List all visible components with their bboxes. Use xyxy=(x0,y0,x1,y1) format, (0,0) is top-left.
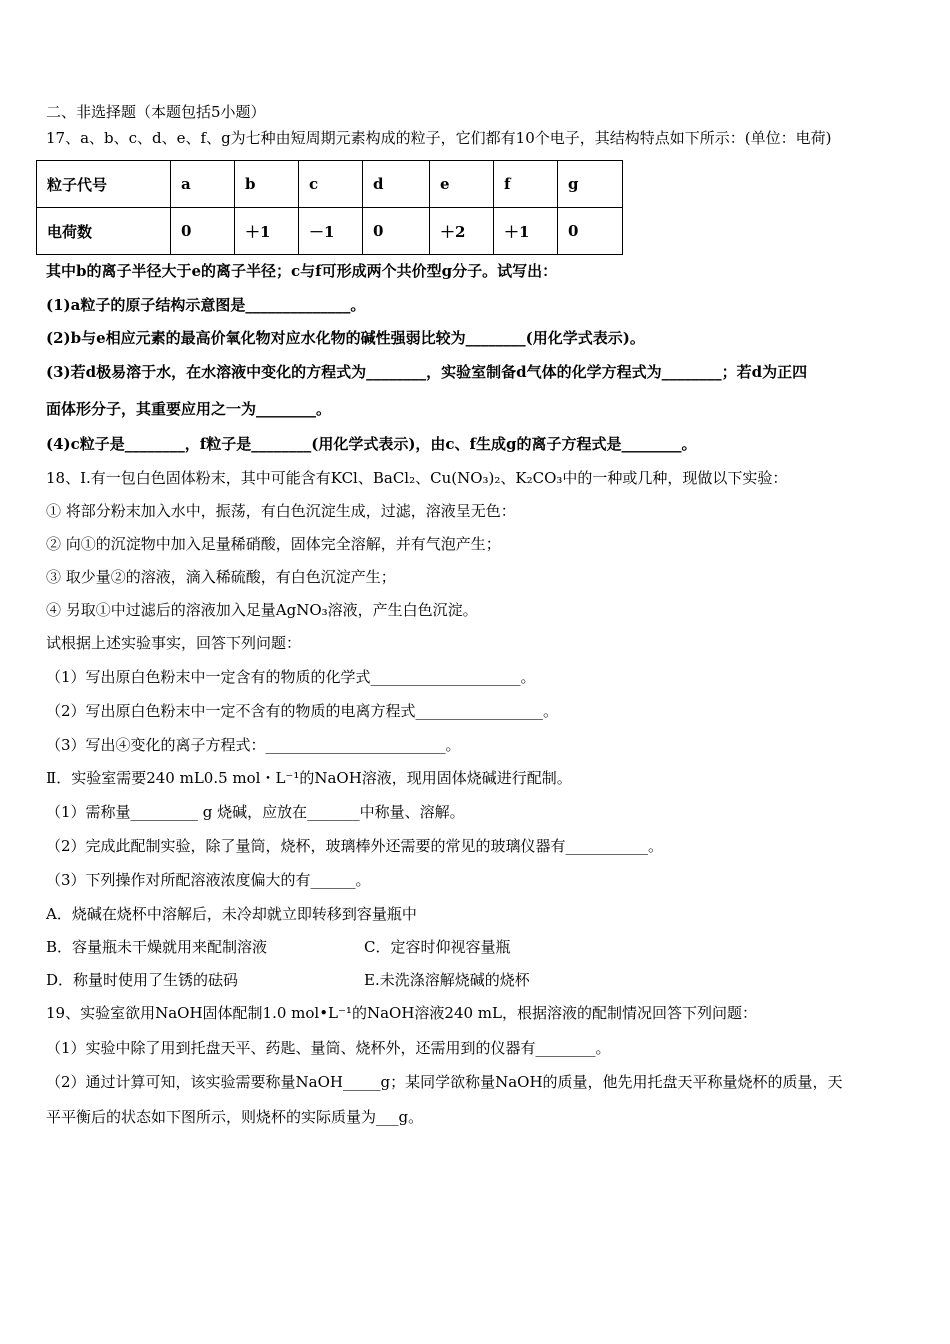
table-cell: e xyxy=(430,161,494,208)
q18-part2-q1: （1）需称量_________ g 烧碱，应放在_______中称量、溶解。 xyxy=(46,803,465,821)
q18-stem: 18、Ⅰ.有一包白色固体粉末，其中可能含有KCl、BaCl₂、Cu(NO₃)₂、K₂CO₃中的一种或几种，现做以下实验： xyxy=(46,469,788,487)
q17-part3-line2: 面体形分子，其重要应用之一为________。 xyxy=(46,400,332,418)
table-cell: c xyxy=(299,161,363,208)
q19-part1: （1）实验中除了用到托盘天平、药匙、量筒、烧杯外，还需用到的仪器有________。 xyxy=(46,1039,611,1057)
table-cell: ＋2 xyxy=(430,208,494,255)
table-cell: 0 xyxy=(171,208,235,255)
table-cell: ＋1 xyxy=(235,208,299,255)
q18-part2-q2: （2）完成此配制实验，除了量筒，烧杯，玻璃棒外还需要的常见的玻璃仪器有___________。 xyxy=(46,837,664,855)
table-cell: 电荷数 xyxy=(37,208,171,255)
q18-option-a: A．烧碱在烧杯中溶解后，未冷却就立即转移到容量瓶中 xyxy=(46,905,417,923)
q17-part4: (4)c粒子是________，f粒子是________(用化学式表示)，由c、f生成g的离子方程式是________。 xyxy=(46,435,697,453)
q18-option-c: C．定容时仰视容量瓶 xyxy=(364,938,511,956)
table-cell: 粒子代号 xyxy=(37,161,171,208)
q18-part2-stem: Ⅱ．实验室需要240 mL0.5 mol・L⁻¹的NaOH溶液，现用固体烧碱进行配制。 xyxy=(46,769,572,787)
q18-ans2: （2）写出原白色粉末中一定不含有的物质的电离方程式_________________。 xyxy=(46,702,559,720)
q18-exp1: ① 将部分粉末加入水中，振荡，有白色沉淀生成，过滤，溶液呈无色： xyxy=(46,502,516,520)
table-cell: 0 xyxy=(363,208,430,255)
q18-intro: 试根据上述实验事实，回答下列问题： xyxy=(46,634,302,652)
q19-part2-line2: 平平衡后的状态如下图所示，则烧杯的实际质量为___g。 xyxy=(46,1108,424,1126)
q18-ans3: （3）写出④变化的离子方程式：________________________。 xyxy=(46,736,461,754)
section-title: 二、非选择题（本题包括5小题） xyxy=(46,103,266,121)
q18-exp4: ④ 另取①中过滤后的溶液加入足量AgNO₃溶液，产生白色沉淀。 xyxy=(46,601,478,619)
q17-stem: 17、a、b、c、d、e、f、g为七种由短周期元素构成的粒子，它们都有10个电子，其结构特点如下所示：(单位：电荷) xyxy=(46,129,832,147)
q19-part2-line1: （2）通过计算可知，该实验需要称量NaOH_____g；某同学欲称量NaOH的质量，他先用托盘天平称量烧杯的质量，天 xyxy=(46,1073,843,1091)
particle-table xyxy=(36,160,623,255)
q17-part1: (1)a粒子的原子结构示意图是______________。 xyxy=(46,296,366,314)
table-row xyxy=(37,161,623,208)
table-cell: d xyxy=(363,161,430,208)
table-cell: －1 xyxy=(299,208,363,255)
q18-ans1: （1）写出原白色粉末中一定含有的物质的化学式____________________。 xyxy=(46,668,536,686)
q18-exp3: ③ 取少量②的溶液，滴入稀硫酸，有白色沉淀产生； xyxy=(46,568,396,586)
q18-option-d: D．称量时使用了生锈的砝码 xyxy=(46,971,239,989)
q18-part2-q3: （3）下列操作对所配溶液浓度偏大的有______。 xyxy=(46,871,371,889)
q17-note: 其中b的离子半径大于e的离子半径；c与f可形成两个共价型g分子。试写出： xyxy=(46,262,558,280)
table-cell: b xyxy=(235,161,299,208)
q18-exp2: ② 向①的沉淀物中加入足量稀硝酸，固体完全溶解，并有气泡产生； xyxy=(46,535,501,553)
q17-part2: (2)b与e相应元素的最高价氧化物对应水化物的碱性强弱比较为________(用化学式表示)。 xyxy=(46,329,645,347)
q19-stem: 19、实验室欲用NaOH固体配制1.0 mol•L⁻¹的NaOH溶液240 mL，根据溶液的配制情况回答下列问题： xyxy=(46,1004,757,1022)
q17-part3-line1: (3)若d极易溶于水，在水溶液中变化的方程式为________，实验室制备d气体的化学方程式为________；若d为正四 xyxy=(46,363,808,381)
q18-option-e: E.未洗涤溶解烧碱的烧杯 xyxy=(364,971,530,989)
table-cell: ＋1 xyxy=(494,208,558,255)
table-cell: 0 xyxy=(558,208,623,255)
q18-option-b: B．容量瓶未干燥就用来配制溶液 xyxy=(46,938,268,956)
table-cell: g xyxy=(558,161,623,208)
table-cell: f xyxy=(494,161,558,208)
table-row xyxy=(37,208,623,255)
table-cell: a xyxy=(171,161,235,208)
